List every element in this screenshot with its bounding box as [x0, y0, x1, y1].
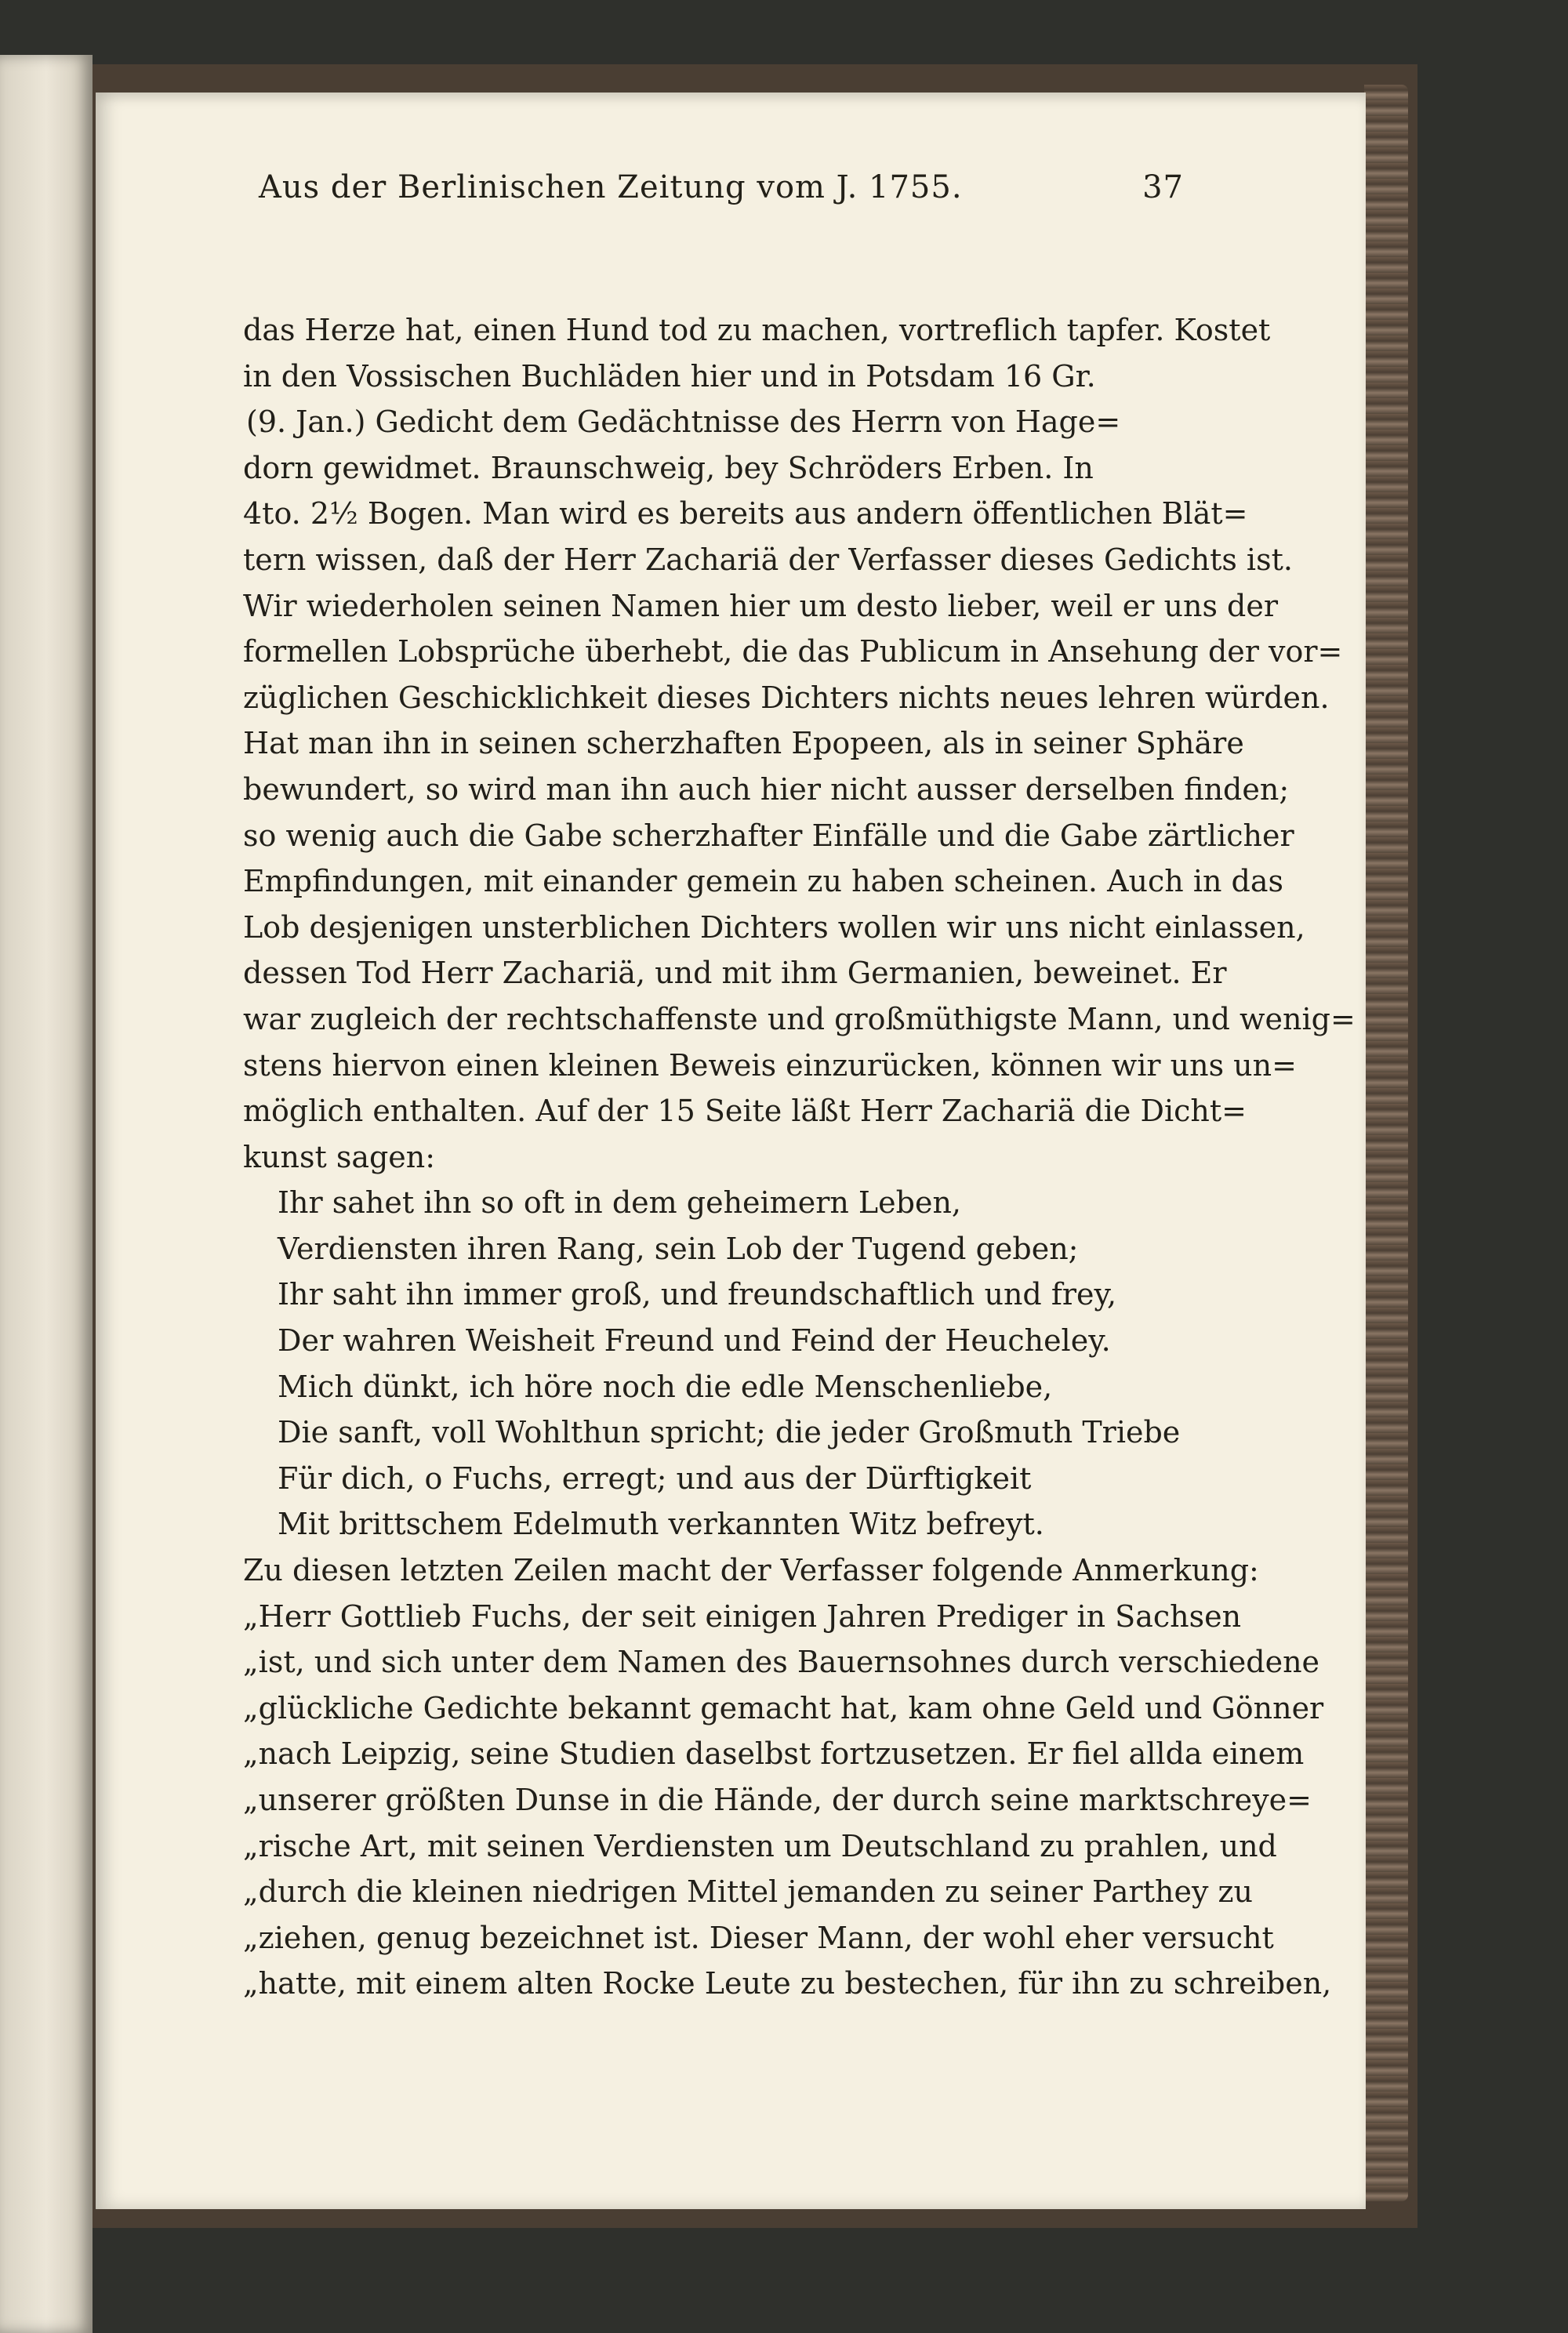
text-line: (9. Jan.) Gedicht dem Gedächtnisse des Herrn von Hage= [246, 405, 1121, 440]
text-line: in den Vossischen Buchläden hier und in Potsdam 16 Gr. [243, 358, 1096, 394]
text-line: war zugleich der rechtschaffenste und großmüthigste Mann, und wenig= [243, 1001, 1356, 1036]
quoted-line: „hatte, mit einem alten Rocke Leute zu bestechen, für ihn zu schreiben, [243, 1966, 1332, 2001]
quoted-line: „durch die kleinen niedrigen Mittel jemanden zu seiner Parthey zu [243, 1874, 1253, 1910]
verse-line: Ihr saht ihn immer groß, und freundschaftlich und frey, [278, 1277, 1117, 1312]
running-head [259, 165, 1184, 210]
verse-line: Die sanft, voll Wohlthun spricht; die jeder Großmuth Triebe [278, 1415, 1181, 1450]
text-line: formellen Lobsprüche überhebt, die das Publicum in Ansehung der vor= [243, 634, 1343, 669]
running-title: Aus der Berlinischen Zeitung vom J. 1755. [259, 169, 963, 205]
quoted-line: „unserer größten Dunse in die Hände, der durch seine marktschreye= [243, 1783, 1312, 1817]
page-number: 37 [1142, 169, 1184, 205]
text-line: stens hiervon einen kleinen Beweis einzurücken, können wir uns un= [243, 1047, 1297, 1083]
verse-line: Der wahren Weisheit Freund und Feind der Heucheley. [278, 1323, 1111, 1359]
text-line: das Herze hat, einen Hund tod zu machen, vortreflich tapfer. Kostet [243, 313, 1271, 347]
verse-line: Für dich, o Fuchs, erregt; und aus der Dürftigkeit [278, 1460, 1032, 1496]
left-page-edge [0, 55, 93, 2333]
quoted-line: „ziehen, genug bezeichnet ist. Dieser Mann, der wohl eher versucht [243, 1920, 1274, 1955]
text-line: Lob desjenigen unsterblichen Dichters wollen wir uns nicht einlassen, [243, 909, 1305, 945]
text-line: Hat man ihn in seinen scherzhaften Epopeen, als in seiner Sphäre [243, 726, 1244, 761]
text-line: tern wissen, daß der Herr Zachariä der Verfasser dieses Gedichts ist. [243, 542, 1293, 577]
text-line: Empfindungen, mit einander gemein zu haben scheinen. Auch in das [243, 864, 1284, 899]
text-line: kunst sagen: [243, 1139, 436, 1174]
text-line: so wenig auch die Gabe scherzhafter Einfälle und die Gabe zärtlicher [243, 818, 1294, 853]
body-text [243, 307, 1356, 2007]
quoted-line: „nach Leipzig, seine Studien daselbst fortzusetzen. Er fiel allda einem [243, 1736, 1305, 1772]
text-line: Zu diesen letzten Zeilen macht der Verfasser folgende Anmerkung: [243, 1553, 1259, 1588]
verse-line: Verdiensten ihren Rang, sein Lob der Tugend geben; [278, 1231, 1079, 1266]
text-line: möglich enthalten. Auf der 15 Seite läßt Herr Zachariä die Dicht= [243, 1094, 1247, 1129]
text-line: dorn gewidmet. Braunschweig, bey Schröders Erben. In [243, 450, 1094, 485]
verse-line: Mich dünkt, ich höre noch die edle Menschenliebe, [278, 1369, 1053, 1404]
text-line: 4to. 2½ Bogen. Man wird es bereits aus andern öffentlichen Blät= [243, 496, 1248, 532]
quoted-line: „rische Art, mit seinen Verdiensten um Deutschland zu prahlen, und [243, 1828, 1277, 1863]
text-line: bewundert, so wird man ihn auch hier nicht ausser derselben finden; [243, 771, 1290, 807]
quoted-line: „Herr Gottlieb Fuchs, der seit einigen Jahren Prediger in Sachsen [243, 1598, 1242, 1634]
quoted-line: „ist, und sich unter dem Namen des Bauernsohnes durch verschiedene [243, 1645, 1320, 1680]
book-binding-edge [1364, 85, 1408, 2201]
verse-line: Mit brittschem Edelmuth verkannten Witz befreyt. [278, 1507, 1044, 1542]
text-line: Wir wiederholen seinen Namen hier um desto lieber, weil er uns der [243, 588, 1278, 623]
text-line: dessen Tod Herr Zachariä, und mit ihm Germanien, beweinet. Er [243, 956, 1227, 991]
quoted-line: „glückliche Gedichte bekannt gemacht hat, kam ohne Geld und Gönner [243, 1690, 1324, 1725]
verse-line: Ihr sahet ihn so oft in dem geheimern Leben, [278, 1185, 962, 1221]
text-line: züglichen Geschicklichkeit dieses Dichters nichts neues lehren würden. [243, 680, 1330, 715]
